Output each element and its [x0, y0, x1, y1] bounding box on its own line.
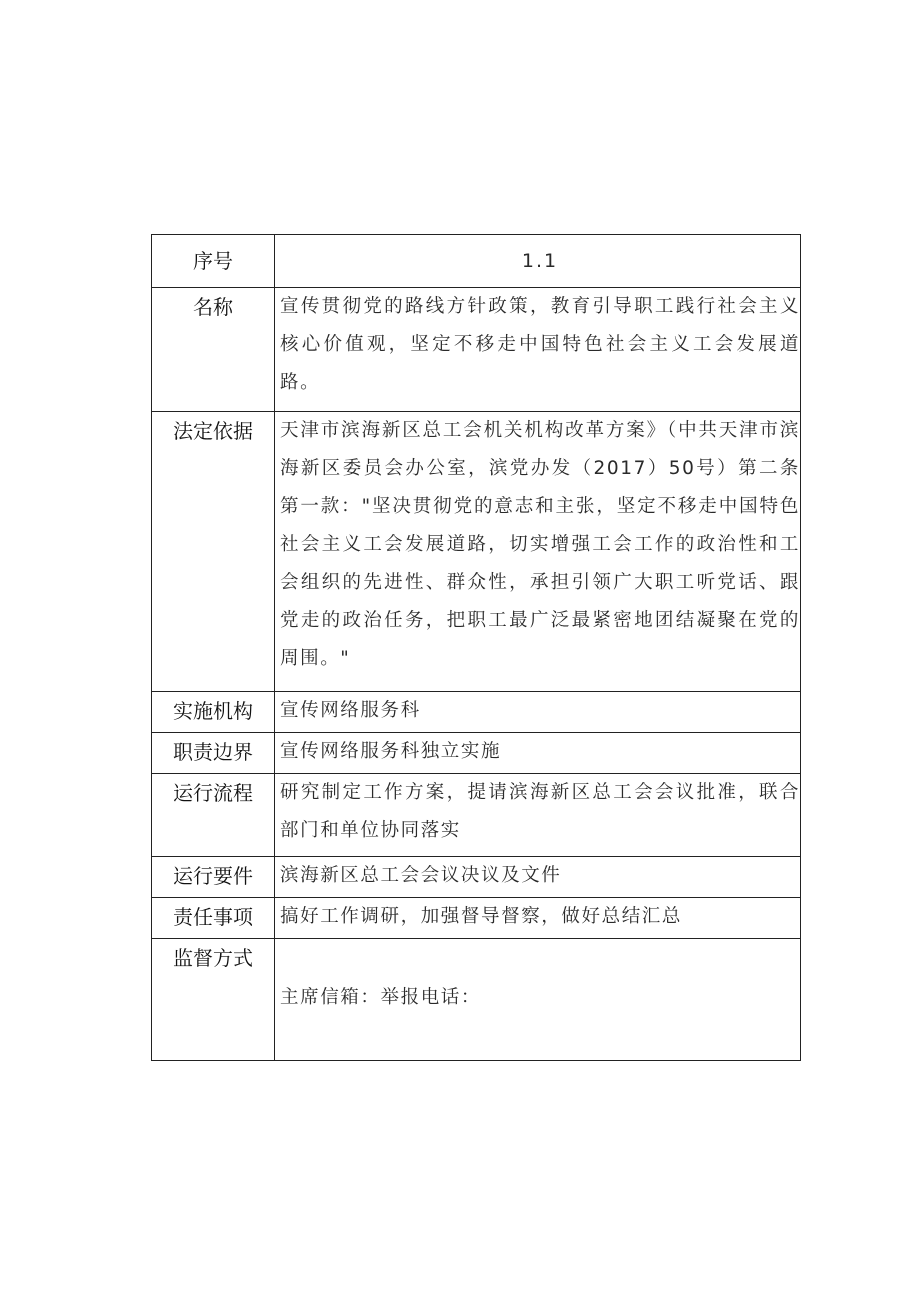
- row-label-name: 名称: [152, 288, 275, 412]
- table-row: [152, 412, 801, 692]
- row-label-requirements: 运行要件: [152, 857, 275, 898]
- row-value-requirements: 滨海新区总工会会议决议及文件: [275, 857, 801, 898]
- row-value-implementing-body: 宣传网络服务科: [275, 692, 801, 733]
- table-row: [152, 774, 801, 857]
- row-value-supervision: 主席信箱：举报电话：: [275, 939, 801, 1061]
- table-row: [152, 288, 801, 412]
- row-label-process: 运行流程: [152, 774, 275, 857]
- table-row: [152, 692, 801, 733]
- row-value-responsibility-boundary: 宣传网络服务科独立实施: [275, 733, 801, 774]
- table-row: [152, 235, 801, 288]
- table-row: [152, 939, 801, 1061]
- row-value-legal-basis: 天津市滨海新区总工会机关机构改革方案》（中共天津市滨海新区委员会办公室，滨党办发（2017）50号）第二条第一款："坚决贯彻党的意志和主张，坚定不移走中国特色社会主义工会发展道路，切实增强工会工作的政治性和工会组织的先进性、群众性，承担引领广大职工听党话、跟党走的政治任务，把职工最广泛最紧密地团结凝聚在党的周围。": [275, 412, 801, 692]
- table-row: [152, 857, 801, 898]
- table-row: [152, 733, 801, 774]
- row-value-seq: 1.1: [275, 235, 801, 288]
- row-label-implementing-body: 实施机构: [152, 692, 275, 733]
- row-label-legal-basis: 法定依据: [152, 412, 275, 692]
- table-row: [152, 898, 801, 939]
- row-value-name: 宣传贯彻党的路线方针政策，教育引导职工践行社会主义核心价值观，坚定不移走中国特色社会主义工会发展道路。: [275, 288, 801, 412]
- row-value-duties: 搞好工作调研，加强督导督察，做好总结汇总: [275, 898, 801, 939]
- duty-table: [151, 234, 801, 1061]
- row-label-seq: 序号: [152, 235, 275, 288]
- row-label-responsibility-boundary: 职责边界: [152, 733, 275, 774]
- row-value-process: 研究制定工作方案，提请滨海新区总工会会议批准，联合部门和单位协同落实: [275, 774, 801, 857]
- row-label-duties: 责任事项: [152, 898, 275, 939]
- row-label-supervision: 监督方式: [152, 939, 275, 1061]
